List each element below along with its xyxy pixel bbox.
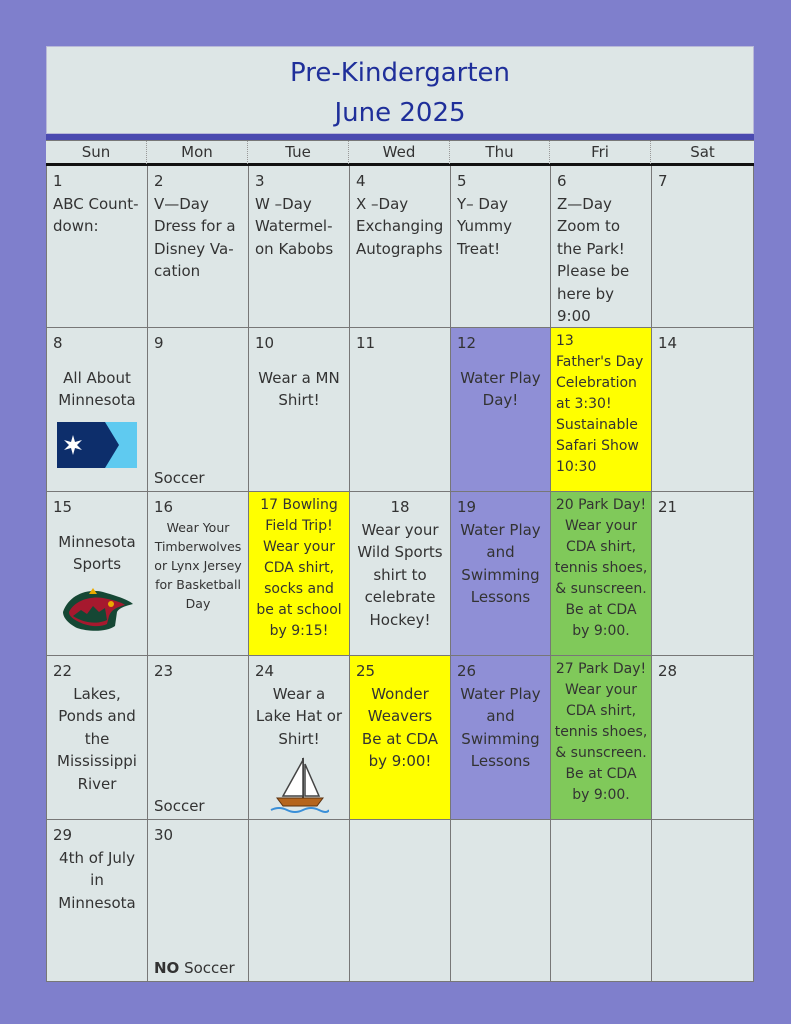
day-cell-25 bbox=[350, 656, 451, 820]
day-cell-16 bbox=[148, 492, 249, 656]
dow-mon: Mon bbox=[147, 141, 248, 164]
day-cell-27 bbox=[551, 656, 652, 820]
day-of-week-row bbox=[46, 140, 754, 166]
minnesota-wild-logo bbox=[59, 586, 135, 634]
day-cell-5 bbox=[451, 166, 551, 328]
day-cell-2 bbox=[148, 166, 249, 328]
day-event: Water Play and Swimming Lessons bbox=[460, 684, 541, 770]
day-number: 30 bbox=[154, 826, 174, 844]
day-cell-29 bbox=[46, 820, 148, 982]
day-number: 5 bbox=[457, 172, 467, 190]
dow-thu: Thu bbox=[450, 141, 550, 164]
day-cell-13 bbox=[551, 328, 652, 492]
empty-cell bbox=[249, 820, 350, 982]
dow-tue: Tue bbox=[248, 141, 349, 164]
day-event: Bowling Field Trip! Wear your CDA shirt, socks and be at school by 9:15! bbox=[256, 497, 342, 639]
calendar-title: Pre-Kindergarten bbox=[290, 58, 510, 88]
day-event: Lakes, Ponds and the Mississippi River bbox=[57, 684, 137, 793]
day-cell-26 bbox=[451, 656, 551, 820]
day-number: 20 bbox=[555, 497, 574, 513]
day-cell-4 bbox=[350, 166, 451, 328]
day-number: 10 bbox=[255, 334, 275, 352]
sailboat-icon bbox=[269, 754, 329, 814]
day-number: 23 bbox=[154, 662, 174, 680]
no-soccer-note bbox=[154, 957, 235, 980]
day-cell-7 bbox=[652, 166, 754, 328]
day-number: 16 bbox=[154, 498, 174, 516]
day-event: Water Play and Swimming Lessons bbox=[460, 520, 541, 606]
day-number: 12 bbox=[457, 334, 477, 352]
day-event: W –Day Watermel- on Kabobs bbox=[255, 194, 334, 258]
day-event: Wear Your Timberwolves or Lynx Jersey for Basketball Day bbox=[154, 520, 242, 611]
day-cell-17 bbox=[249, 492, 350, 656]
day-event: Water Play Day! bbox=[460, 368, 541, 409]
day-event: Father's Day Celebration at 3:30! Sustainable Safari Show 10:30 bbox=[556, 354, 644, 475]
day-event: Z—Day Zoom to the Park! Please be here by 9:00 bbox=[557, 194, 630, 325]
day-event: All About Minnesota bbox=[58, 368, 136, 409]
day-event: Wear your Wild Sports shirt to celebrate Hockey! bbox=[357, 520, 443, 629]
day-number: 8 bbox=[53, 334, 63, 352]
day-event: Minnesota Sports bbox=[58, 532, 136, 573]
day-cell-30 bbox=[148, 820, 249, 982]
day-number: 15 bbox=[53, 498, 73, 516]
day-event: Wear a MN Shirt! bbox=[258, 368, 340, 409]
day-cell-1 bbox=[46, 166, 148, 328]
day-event-with-number bbox=[554, 495, 648, 642]
minnesota-flag-icon bbox=[57, 422, 137, 468]
calendar-grid bbox=[46, 140, 754, 982]
day-number: 3 bbox=[255, 172, 265, 190]
day-cell-12 bbox=[451, 328, 551, 492]
day-number: 19 bbox=[457, 498, 477, 516]
day-cell-15 bbox=[46, 492, 148, 656]
day-cell-24 bbox=[249, 656, 350, 820]
day-cell-19 bbox=[451, 492, 551, 656]
day-number: 17 bbox=[260, 497, 279, 513]
day-cell-20 bbox=[551, 492, 652, 656]
day-event: Park Day! Wear your CDA shirt, tennis shoes, & sunscreen. Be at CDA by 9:00. bbox=[554, 661, 648, 803]
day-number: 24 bbox=[255, 662, 275, 680]
day-number: 11 bbox=[356, 334, 376, 352]
day-number: 25 bbox=[356, 662, 376, 680]
day-cell-18 bbox=[350, 492, 451, 656]
calendar-page bbox=[46, 46, 754, 982]
day-event: Wear a Lake Hat or Shirt! bbox=[255, 684, 343, 748]
day-number: 4 bbox=[356, 172, 366, 190]
day-event: ABC Count- down: bbox=[53, 194, 139, 235]
no-label: NO bbox=[154, 958, 180, 977]
day-number: 2 bbox=[154, 172, 164, 190]
day-cell-6 bbox=[551, 166, 652, 328]
calendar-header bbox=[46, 46, 754, 134]
day-number: 9 bbox=[154, 334, 164, 352]
soccer-note: Soccer bbox=[154, 468, 205, 487]
day-cell-22 bbox=[46, 656, 148, 820]
empty-cell bbox=[451, 820, 551, 982]
day-cell-21 bbox=[652, 492, 754, 656]
dow-sun: Sun bbox=[46, 141, 147, 164]
empty-cell bbox=[350, 820, 451, 982]
day-event: Wonder Weavers Be at CDA by 9:00! bbox=[361, 684, 439, 770]
day-event-with-number bbox=[554, 659, 648, 806]
day-event-with-number bbox=[252, 495, 346, 642]
empty-cell bbox=[652, 820, 754, 982]
soccer-label: Soccer bbox=[179, 958, 235, 977]
day-number: 29 bbox=[53, 826, 73, 844]
day-cell-28 bbox=[652, 656, 754, 820]
empty-cell bbox=[551, 820, 652, 982]
day-cell-14 bbox=[652, 328, 754, 492]
day-cell-9 bbox=[148, 328, 249, 492]
day-cell-23 bbox=[148, 656, 249, 820]
day-event: Y– Day Yummy Treat! bbox=[457, 194, 513, 258]
day-event: Park Day! Wear your CDA shirt, tennis shoes, & sunscreen. Be at CDA by 9:00. bbox=[554, 497, 648, 639]
day-event: 4th of July in Minnesota bbox=[58, 848, 136, 912]
dow-fri: Fri bbox=[550, 141, 651, 164]
day-number: 21 bbox=[658, 498, 678, 516]
day-cell-8 bbox=[46, 328, 148, 492]
day-number: 26 bbox=[457, 662, 477, 680]
dow-sat: Sat bbox=[690, 143, 715, 161]
day-event: V—Day Dress for a Disney Va- cation bbox=[154, 194, 236, 280]
day-number: 28 bbox=[658, 662, 678, 680]
day-number: 7 bbox=[658, 172, 668, 190]
day-number: 6 bbox=[557, 172, 567, 190]
day-number: 22 bbox=[53, 662, 73, 680]
calendar-month: June 2025 bbox=[334, 98, 466, 128]
day-cell-3 bbox=[249, 166, 350, 328]
day-cell-10 bbox=[249, 328, 350, 492]
soccer-note: Soccer bbox=[154, 796, 205, 815]
day-number: 1 bbox=[53, 172, 63, 190]
day-event: X –Day Exchanging Autographs bbox=[356, 194, 444, 258]
day-number: 14 bbox=[658, 334, 678, 352]
day-cell-11 bbox=[350, 328, 451, 492]
day-number: 13 bbox=[556, 333, 574, 349]
day-number: 18 bbox=[390, 498, 410, 516]
dow-wed: Wed bbox=[349, 141, 450, 164]
day-number: 27 bbox=[555, 661, 574, 677]
